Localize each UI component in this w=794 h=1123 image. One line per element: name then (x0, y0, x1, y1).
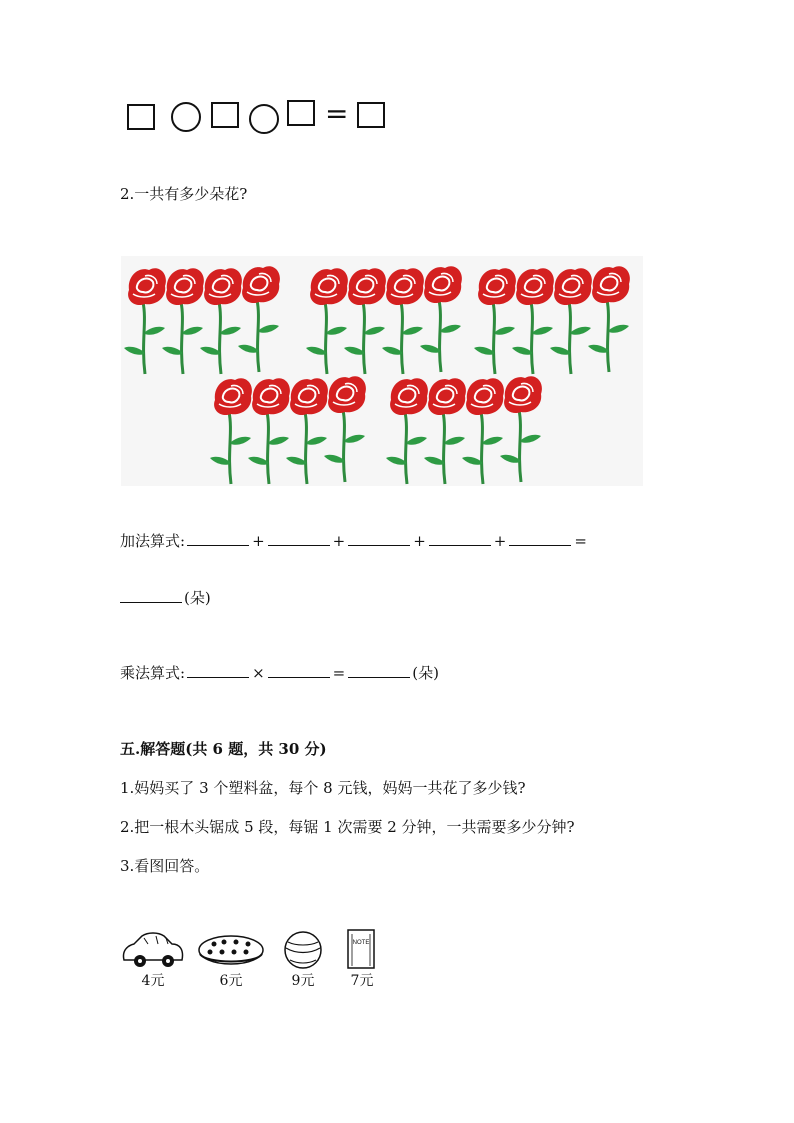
notebook-icon (344, 928, 380, 970)
answer-blank[interactable] (120, 588, 182, 603)
roses-svg (121, 256, 643, 486)
cake-icon (196, 930, 266, 970)
plus-sign: + (252, 532, 265, 550)
question-2-title: 2.一共有多少朵花? (120, 185, 248, 203)
plus-sign: + (332, 532, 346, 550)
notebook-label: NOTE (352, 940, 370, 946)
answer-blank[interactable] (187, 531, 249, 546)
operator-circle[interactable] (171, 102, 201, 132)
section-5-question-2: 2.把一根木头锯成 5 段，每锯 1 次需要 2 分钟，一共需要多少分钟? (120, 818, 575, 836)
answer-blank[interactable] (509, 531, 571, 546)
ball-icon (278, 930, 328, 970)
section-5-question-3: 3.看图回答。 (120, 857, 210, 875)
equals-sign: = (574, 532, 587, 550)
unit-label: (朵) (412, 664, 439, 682)
rose-group-3 (474, 266, 630, 374)
equals-sign: = (325, 97, 349, 130)
addition-result (120, 587, 211, 608)
plus-sign: + (493, 532, 507, 550)
price-label: 9元 (291, 973, 315, 989)
answer-blank[interactable] (268, 663, 330, 678)
rose-group-5 (386, 376, 542, 484)
addition-label: 加法算式: (120, 532, 186, 550)
rose-group-1 (124, 266, 280, 374)
answer-blank[interactable] (348, 663, 410, 678)
rose-group-2 (306, 266, 462, 374)
answer-box[interactable] (211, 102, 239, 128)
price-label: 7元 (350, 973, 374, 989)
multiplication-label: 乘法算式: (120, 664, 186, 682)
equals-sign: = (332, 664, 346, 682)
price-label: 4元 (141, 973, 165, 989)
toy-car-icon (120, 930, 186, 970)
answer-blank[interactable] (429, 531, 491, 546)
notebook-item (344, 928, 380, 990)
answer-box[interactable] (127, 104, 155, 130)
unit-label: (朵) (184, 589, 211, 607)
answer-box[interactable] (357, 102, 385, 128)
ball-item (278, 930, 328, 990)
toy-car-item (120, 930, 186, 990)
cake-item (196, 930, 266, 990)
rose-group-4 (210, 376, 366, 484)
section-5-question-1: 1.妈妈买了 3 个塑料盆，每个 8 元钱，妈妈一共花了多少钱? (120, 779, 526, 797)
section-5-heading: 五.解答题(共 6 题，共 30 分) (120, 740, 327, 758)
addition-formula (120, 530, 588, 551)
answer-blank[interactable] (187, 663, 249, 678)
operator-circle[interactable] (249, 104, 279, 134)
answer-blank[interactable] (268, 531, 330, 546)
roses-illustration (121, 256, 643, 486)
multiplication-formula (120, 662, 439, 683)
price-label: 6元 (219, 973, 243, 989)
answer-blank[interactable] (348, 531, 410, 546)
plus-sign: + (413, 532, 426, 550)
answer-box[interactable] (287, 100, 315, 126)
times-sign: × (252, 664, 265, 682)
